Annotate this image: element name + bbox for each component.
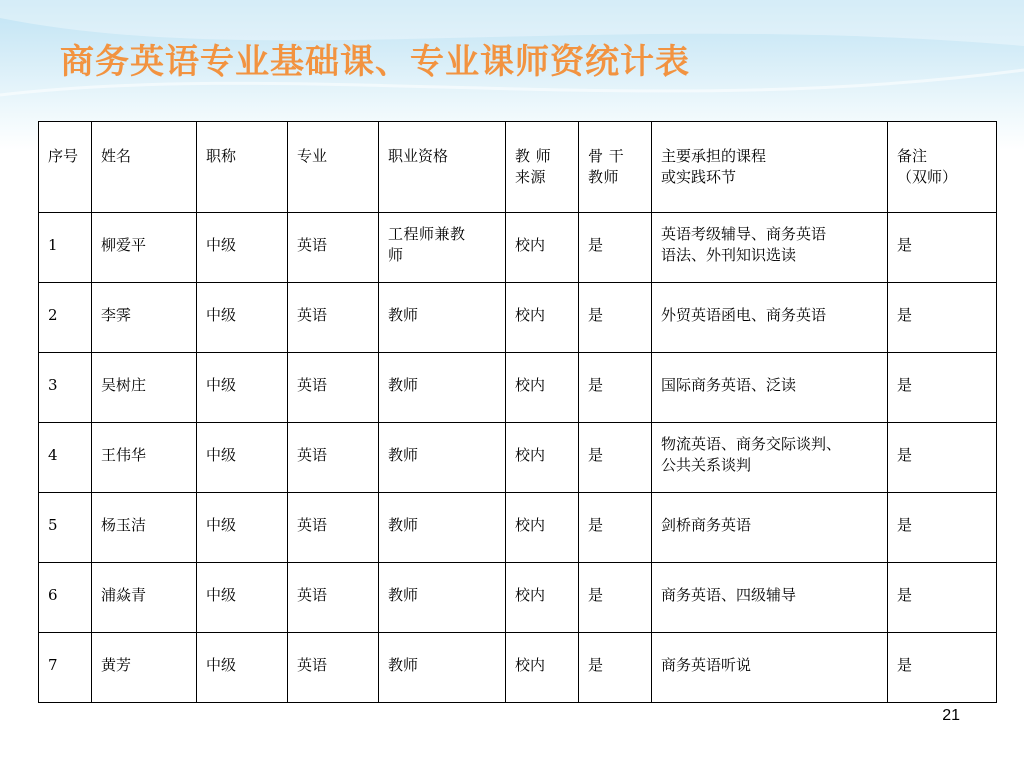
header-title <box>197 122 288 213</box>
cell-index: 7 <box>39 633 92 703</box>
cell-remark: 是 <box>888 423 997 493</box>
cell-title: 中级 <box>197 633 288 703</box>
cell-backbone: 是 <box>579 213 652 283</box>
cell-name: 李霁 <box>92 283 197 353</box>
header-label: 教 师 来源 <box>515 147 552 186</box>
cell-index: 3 <box>39 353 92 423</box>
page-title: 商务英语专业基础课、专业课师资统计表 <box>60 42 690 82</box>
cell-title: 中级 <box>197 423 288 493</box>
cell-remark: 是 <box>888 353 997 423</box>
header-name <box>92 122 197 213</box>
header-label: 姓名 <box>101 147 132 165</box>
cell-qualification: 教师 <box>379 493 506 563</box>
cell-name: 柳爱平 <box>92 213 197 283</box>
cell-major: 英语 <box>288 423 379 493</box>
cell-source: 校内 <box>506 563 579 633</box>
cell-courses: 商务英语、四级辅导 <box>652 563 888 633</box>
cell-source: 校内 <box>506 423 579 493</box>
cell-source: 校内 <box>506 283 579 353</box>
header-label: 职称 <box>206 147 237 165</box>
cell-major: 英语 <box>288 213 379 283</box>
cell-major: 英语 <box>288 283 379 353</box>
cell-index: 1 <box>39 213 92 283</box>
header-index <box>39 122 92 213</box>
cell-name: 黄芳 <box>92 633 197 703</box>
cell-source: 校内 <box>506 353 579 423</box>
cell-title: 中级 <box>197 353 288 423</box>
cell-backbone: 是 <box>579 423 652 493</box>
table-row <box>39 633 997 703</box>
header-label: 骨 干 教师 <box>588 147 625 186</box>
cell-backbone: 是 <box>579 633 652 703</box>
header-source <box>506 122 579 213</box>
table-row <box>39 353 997 423</box>
cell-index: 6 <box>39 563 92 633</box>
table-row <box>39 283 997 353</box>
cell-qualification: 教师 <box>379 423 506 493</box>
cell-backbone: 是 <box>579 283 652 353</box>
table-row <box>39 493 997 563</box>
cell-name: 浦焱青 <box>92 563 197 633</box>
cell-source: 校内 <box>506 493 579 563</box>
cell-index: 2 <box>39 283 92 353</box>
cell-courses: 英语考级辅导、商务英语 语法、外刊知识选读 <box>652 213 888 283</box>
header-courses <box>652 122 888 213</box>
table-row <box>39 213 997 283</box>
cell-qualification: 工程师兼教 师 <box>379 213 506 283</box>
header-label: 专业 <box>297 147 328 165</box>
cell-name: 杨玉洁 <box>92 493 197 563</box>
header-backbone <box>579 122 652 213</box>
page-number: 21 <box>942 707 960 724</box>
cell-courses: 外贸英语函电、商务英语 <box>652 283 888 353</box>
table-row <box>39 563 997 633</box>
header-major <box>288 122 379 213</box>
cell-remark: 是 <box>888 283 997 353</box>
cell-remark: 是 <box>888 633 997 703</box>
cell-qualification: 教师 <box>379 283 506 353</box>
header-remark <box>888 122 997 213</box>
cell-title: 中级 <box>197 283 288 353</box>
cell-remark: 是 <box>888 563 997 633</box>
cell-qualification: 教师 <box>379 563 506 633</box>
cell-qualification: 教师 <box>379 633 506 703</box>
cell-index: 5 <box>39 493 92 563</box>
header-label: 序号 <box>48 147 79 165</box>
header-qualification <box>379 122 506 213</box>
header-label: 职业资格 <box>388 147 449 165</box>
cell-courses: 商务英语听说 <box>652 633 888 703</box>
cell-source: 校内 <box>506 633 579 703</box>
cell-major: 英语 <box>288 493 379 563</box>
cell-major: 英语 <box>288 563 379 633</box>
cell-name: 王伟华 <box>92 423 197 493</box>
cell-backbone: 是 <box>579 563 652 633</box>
table-row <box>39 423 997 493</box>
teacher-stats-table <box>38 121 997 703</box>
cell-title: 中级 <box>197 213 288 283</box>
header-label: 主要承担的课程 或实践环节 <box>661 147 767 186</box>
cell-name: 吴树庄 <box>92 353 197 423</box>
header-label: 备注 （双师） <box>897 147 958 186</box>
cell-courses: 国际商务英语、泛读 <box>652 353 888 423</box>
cell-index: 4 <box>39 423 92 493</box>
cell-remark: 是 <box>888 493 997 563</box>
cell-courses: 物流英语、商务交际谈判、 公共关系谈判 <box>652 423 888 493</box>
cell-courses: 剑桥商务英语 <box>652 493 888 563</box>
cell-title: 中级 <box>197 493 288 563</box>
cell-backbone: 是 <box>579 493 652 563</box>
cell-remark: 是 <box>888 213 997 283</box>
cell-major: 英语 <box>288 353 379 423</box>
cell-backbone: 是 <box>579 353 652 423</box>
cell-title: 中级 <box>197 563 288 633</box>
cell-source: 校内 <box>506 213 579 283</box>
cell-qualification: 教师 <box>379 353 506 423</box>
table-header-row <box>39 122 997 213</box>
cell-major: 英语 <box>288 633 379 703</box>
